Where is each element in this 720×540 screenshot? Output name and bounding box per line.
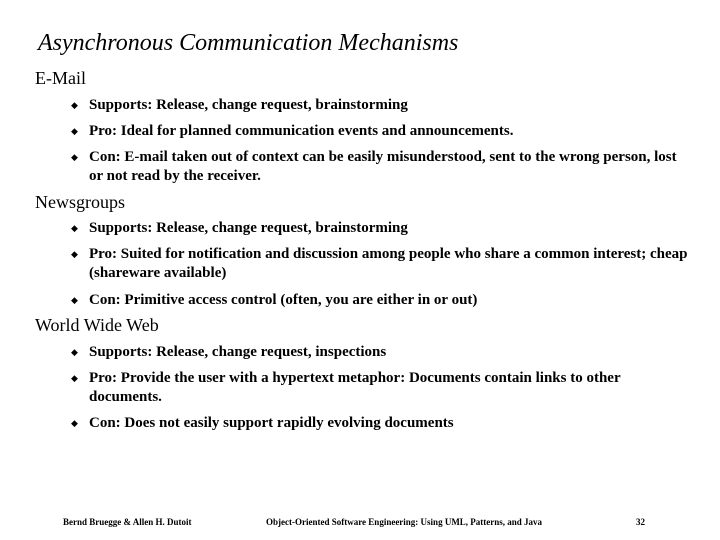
bullet-item	[71, 148, 691, 186]
bullet-item	[71, 219, 691, 238]
slide-title: Asynchronous Communication Mechanisms	[38, 30, 459, 56]
diamond-bullet-icon: ◆	[71, 418, 78, 428]
bullet-text: Con: Primitive access control (often, you are either in or out)	[89, 292, 478, 308]
footer-page-number: 32	[636, 517, 645, 527]
section-heading-email: E-Mail	[35, 68, 86, 88]
section-heading-newsgroups: Newsgroups	[35, 192, 125, 212]
diamond-bullet-icon: ◆	[71, 126, 78, 136]
bullet-text: Con: E-mail taken out of context can be easily misunderstood, sent to the wrong person, lost or not read by the receiver.	[89, 149, 677, 184]
bullet-text: Supports: Release, change request, brainstorming	[89, 97, 408, 113]
footer-authors: Bernd Bruegge & Allen H. Dutoit	[63, 517, 192, 527]
diamond-bullet-icon: ◆	[71, 249, 78, 259]
bullet-item	[71, 343, 691, 362]
bullet-text: Con: Does not easily support rapidly evolving documents	[89, 415, 454, 431]
section-heading-www: World Wide Web	[35, 315, 159, 335]
bullet-text: Supports: Release, change request, brainstorming	[89, 220, 408, 236]
bullet-item	[71, 96, 691, 115]
diamond-bullet-icon: ◆	[71, 223, 78, 233]
diamond-bullet-icon: ◆	[71, 100, 78, 110]
bullet-item	[71, 291, 691, 310]
diamond-bullet-icon: ◆	[71, 295, 78, 305]
bullet-text: Pro: Provide the user with a hypertext metaphor: Documents contain links to other documents.	[89, 370, 621, 405]
footer-book-title: Object-Oriented Software Engineering: Using UML, Patterns, and Java	[266, 517, 543, 527]
bullet-item	[71, 122, 691, 141]
bullet-text: Pro: Suited for notification and discussion among people who share a common interest; cheap (shareware available)	[89, 246, 688, 281]
diamond-bullet-icon: ◆	[71, 152, 78, 162]
bullet-item	[71, 369, 691, 407]
diamond-bullet-icon: ◆	[71, 373, 78, 383]
diamond-bullet-icon: ◆	[71, 347, 78, 357]
bullet-item	[71, 245, 691, 283]
bullet-text: Supports: Release, change request, inspections	[89, 344, 387, 360]
bullet-text: Pro: Ideal for planned communication events and announcements.	[89, 123, 514, 139]
bullet-item	[71, 414, 691, 433]
